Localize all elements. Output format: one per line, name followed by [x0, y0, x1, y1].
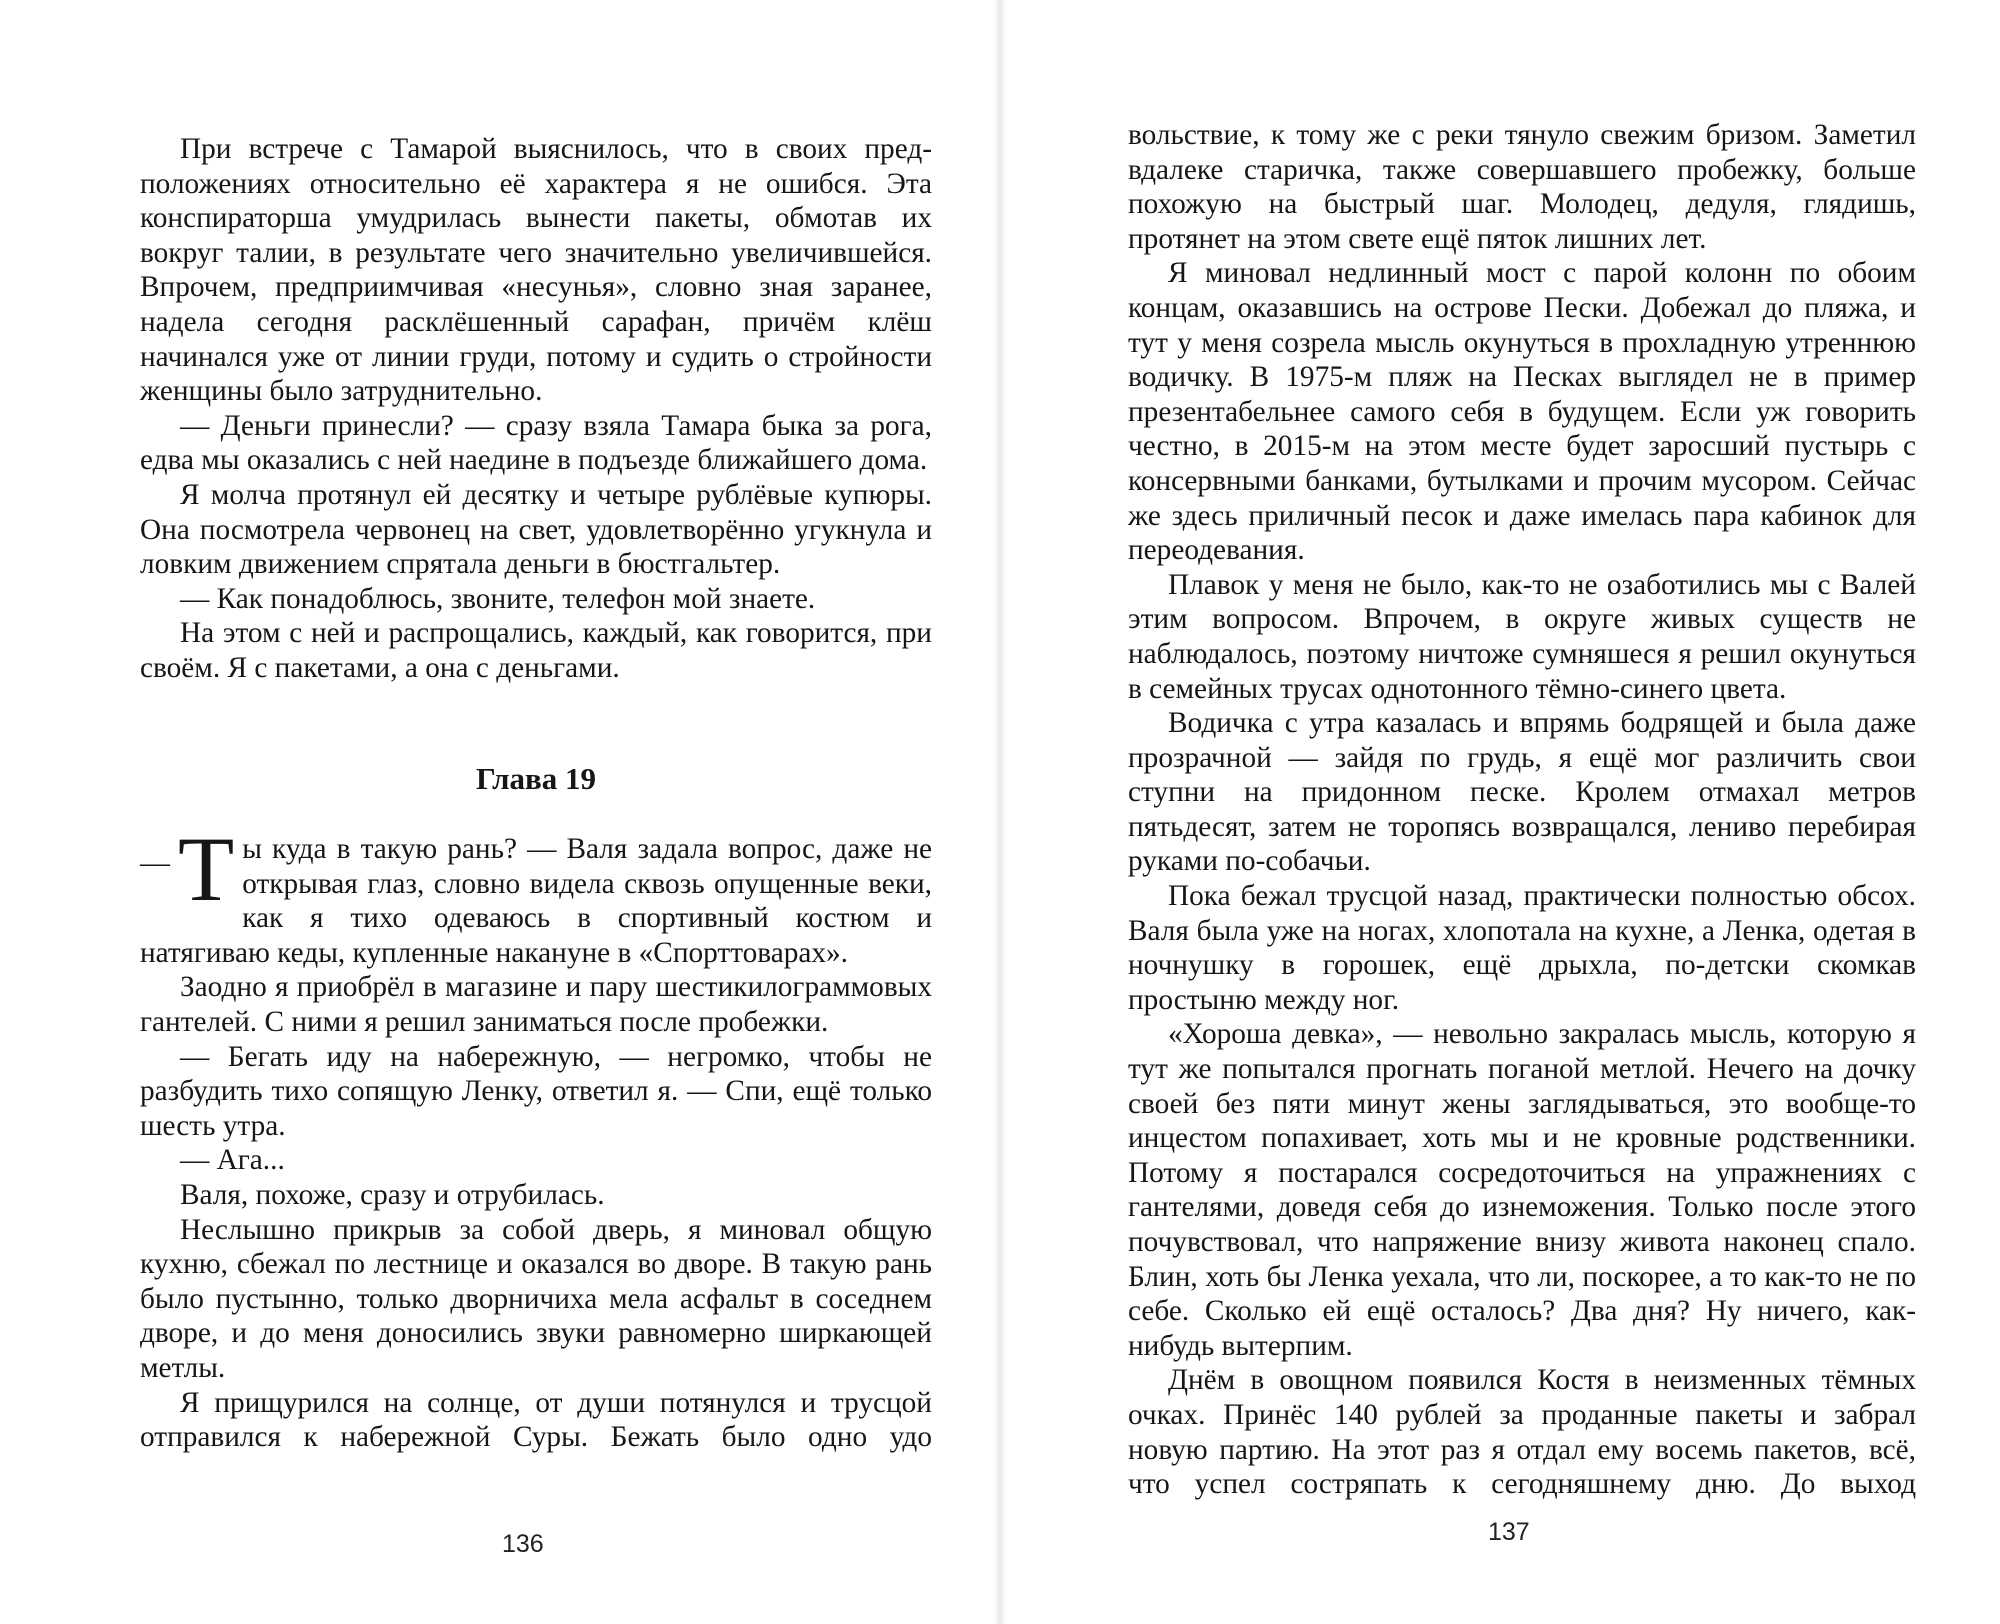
left-page-text	[140, 132, 932, 1455]
page-number: 137	[1488, 1518, 1530, 1546]
paragraph: — Как понадоблюсь, звоните, телефон мой знаете.	[180, 582, 816, 615]
page-right	[1000, 0, 2000, 1624]
opening-text: ы куда в такую рань? — Валя задала вопрос, даже не открывая глаз, словно видела сквозь опущенные веки, как я тихо одеваюсь в спортивный костюм и натягиваю кеды, купленные накануне в «Спорттоварах».	[140, 833, 932, 969]
paragraph: «Хороша девка», — невольно закралась мысль, которую я тут же попытался прогнать поганой метлой. Нечего на дочку своей без пяти минут жены заглядываться, это вообще-то инцестом попахивает, хоть мы и не кровные родственники. Потому я постарался сосредоточиться на упражнениях с гантелями, доведя себя до изнеможения. Только после этого почувствовал, что напряжение внизу живота наконец спало. Блин, хоть бы Ленка уехала, что ли, поскорее, а то как-то не по себе. Сколько ей ещё осталось? Два дня? Ну ничего, как-нибудь вытерпим.	[1128, 1018, 1916, 1362]
paragraph: Неслышно прикрыв за собой дверь, я миновал общую кухню, сбежал по лестнице и оказался во дворе. В такую рань было пустынно, только дворничиха мела асфальт в соседнем дворе, и до меня доносились звуки равномерно ширкающей метлы.	[140, 1213, 932, 1384]
paragraph: Водичка с утра казалась и впрямь бодрящей и была даже прозрачной — зайдя по грудь, я ещё мог различить свои ступни на придонном песке. Кролем отмахал метров пятьдесят, затем не торопясь возвращался, лениво перебирая руками по-собачьи.	[1128, 707, 1916, 878]
paragraph: Я прищурился на солнце, от души потянулся и трусцой отправился к набережной Суры. Бежать было одно удо	[140, 1386, 932, 1454]
paragraph: Заодно я приобрёл в магазине и пару шестикилограммовых гантелей. С ними я решил заниматься после пробежки.	[140, 971, 932, 1039]
drop-cap: Т	[178, 818, 235, 921]
paragraph: Я миновал недлинный мост с парой колонн по обоим концам, оказавшись на острове Пески. Добежал до пляжа, и тут у меня созрела мысль окунуться в прохладную утреннюю водичку. В 1975-м пляж на Песках выглядел не в пример презентабельнее самого себя в будущем. Если уж говорить честно, в 2015-м на этом месте будет заросший пустырь с консервными банками, бутылками и прочим мусором. Сейчас же здесь приличный песок и даже имелась пара кабинок для переодевания.	[1128, 257, 1916, 567]
continuation-paragraph: вольствие, к тому же с реки тянуло свежим бризом. Заметил вдалеке старичка, также совершавшего пробежку, больше похожую на быстрый шаг. Молодец, дедуля, глядишь, протянет на этом свете ещё пяток лишних лет.	[1128, 119, 1916, 255]
paragraph: Валя, похоже, сразу и отрубилась.	[180, 1179, 605, 1212]
paragraph: Плавок у меня не было, как-то не озаботились мы с Валей этим вопросом. Впрочем, в округе живых существ не наблюдалось, поэтому ничтоже сумняшеся я решил окунуться в семейных трусах однотонного тёмно-синего цвета.	[1128, 568, 1916, 705]
right-page-text	[1128, 118, 1916, 1502]
paragraph: Пока бежал трусцой назад, практически полностью обсох. Валя была уже на ногах, хлопотала на кухне, а Ленка, одетая в ночнушку в горошек, ещё дрыхла, по-детски скомкав простыню между ног.	[1128, 880, 1916, 1016]
paragraph: При встрече с Тамарой выяснилось, что в своих предположениях относительно её характера я не ошибся. Эта конспираторша умудрилась вынести пакеты, обмотав их вокруг талии, в результате чего значительно увеличившейся. Впрочем, предприимчивая «несунья», словно зная заранее, надела сегодня расклёшенный сарафан, причём клёш начинался уже от линии груди, потому и судить о стройности женщины было затруднительно.	[140, 133, 932, 408]
paragraph: Днём в овощном появился Костя в неизменных тёмных очках. Принёс 140 рублей за проданные пакеты и забрал новую партию. На этот раз я отдал ему восемь пакетов, всё, что успел состряпать к сегодняшнему дню. До выход	[1128, 1364, 1916, 1501]
page-number: 136	[502, 1530, 544, 1558]
paragraph: — Бегать иду на набережную, — негромко, чтобы не разбудить тихо сопящую Ленку, ответил я. — Спи, ещё только шесть утра.	[140, 1040, 932, 1142]
opening-dash: —	[140, 846, 170, 880]
paragraph: — Деньги принесли? — сразу взяла Тамара быка за рога, едва мы оказались с ней наедине в подъезде ближайшего дома.	[140, 409, 932, 477]
paragraph: Я молча протянул ей десятку и четыре рублёвые купюры. Она посмотрела червонец на свет, удовлетворённо угукнула и ловким движением спрятала деньги в бюстгальтер.	[140, 478, 932, 581]
chapter-title: Глава 19	[475, 760, 597, 796]
chapter-opening-paragraph	[140, 818, 932, 970]
paragraph: На этом с ней и распрощались, каждый, как говорится, при своём. Я с пакетами, а она с деньгами.	[140, 617, 932, 684]
paragraph: — Ага...	[180, 1144, 285, 1177]
